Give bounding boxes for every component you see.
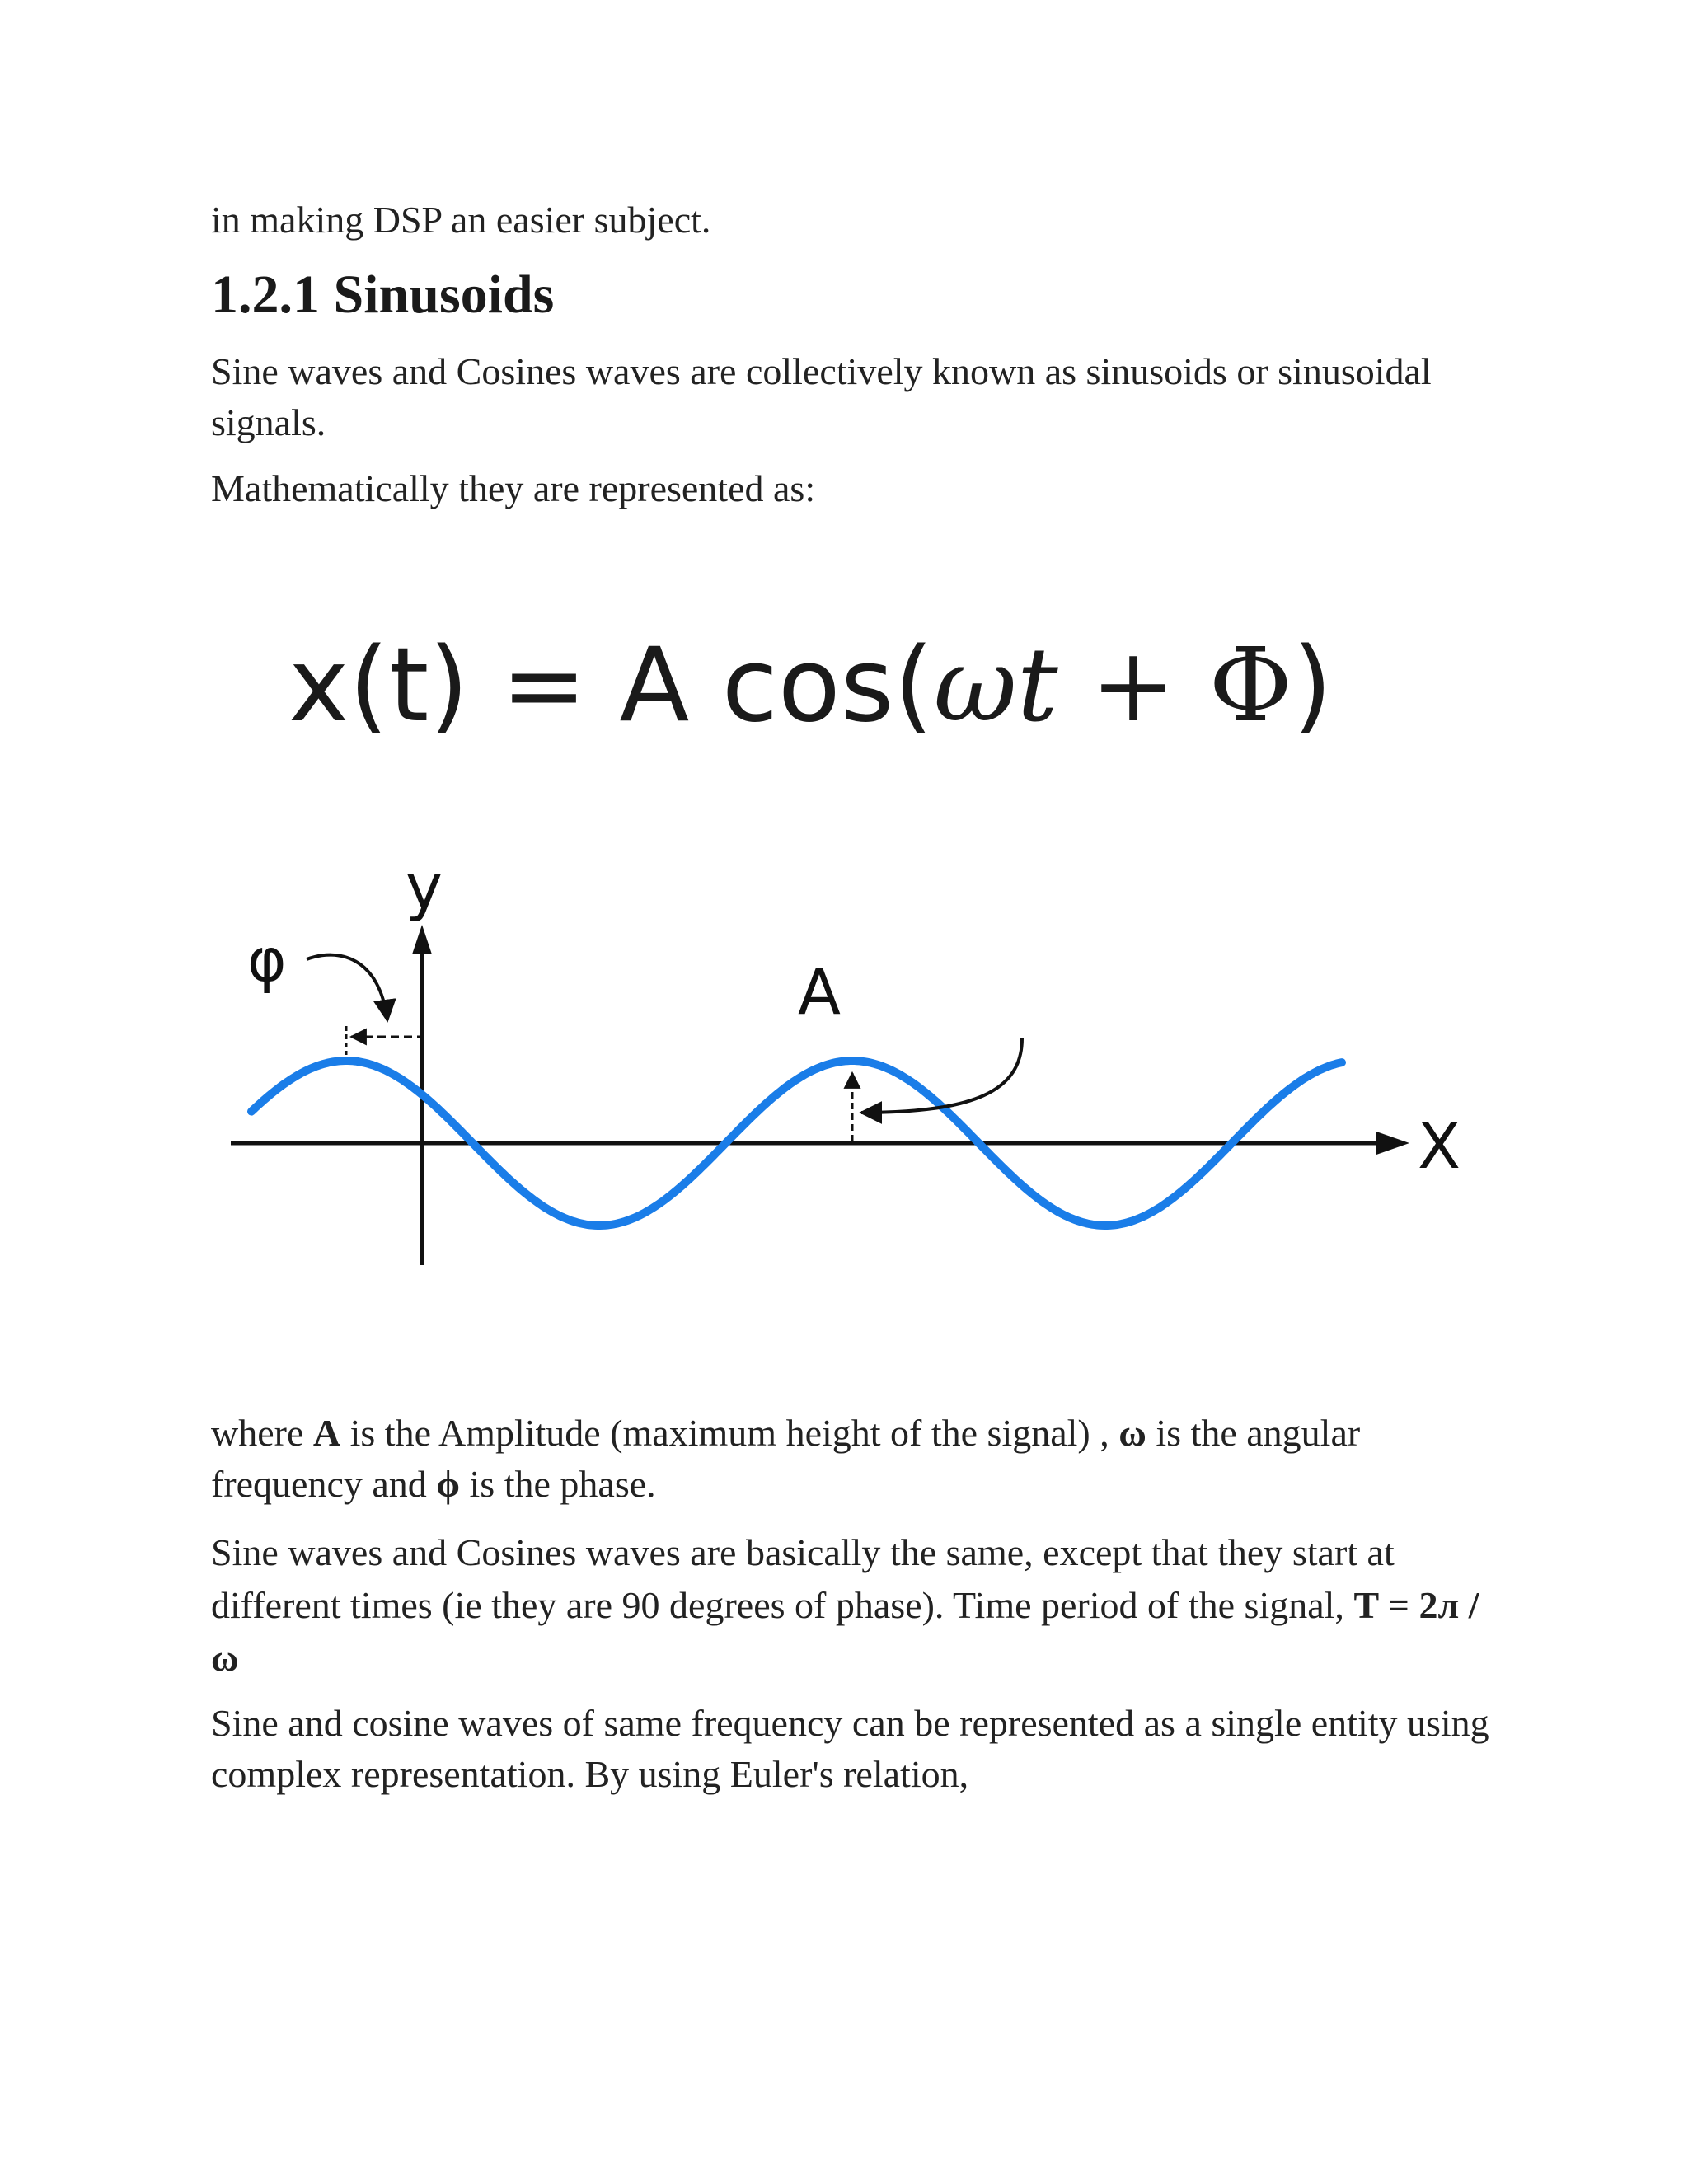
period-formula: T = 2л /ω [211,1584,1479,1679]
paragraph-definitions: where A is the Amplitude (maximum height of the signal) , ω is the angular frequency and ϕ is the phase. [211,1412,1361,1505]
equation-plus: + [1057,626,1209,745]
equation-amplitude: A [619,626,722,745]
equation-function: cos( [721,626,934,745]
symbol-phi: ϕ [436,1463,461,1505]
y-axis-arrowhead-icon [412,925,432,954]
equation-close: ) [1292,626,1333,745]
x-axis-label: X [1418,1109,1461,1183]
section-heading: 1.2.1 Sinusoids [211,265,555,325]
amplitude-label: A [798,955,841,1029]
symbol-omega: ω [1118,1412,1146,1454]
paragraph-euler: Sine and cosine waves of same frequency can be represented as a single entity using complex representation. By using Euler's relation, [211,1702,1489,1795]
intro-line: in making DSP an easier subject. [211,199,711,241]
equation-phi: Φ [1208,626,1293,745]
equation-lhs: x(t) = [288,626,620,745]
y-axis-label: y [406,857,443,923]
paragraph-math-intro: Mathematically they are represented as: [211,467,816,509]
sinusoid-diagram [206,857,1492,1286]
symbol-amplitude: A [312,1412,341,1454]
x-axis-arrowhead-icon [1376,1132,1409,1155]
paragraph-sinusoids: Sine waves and Cosines waves are collectively known as sinusoids or sinusoidal signals. [211,350,1432,443]
sinusoid-equation [288,620,1426,752]
phase-label: φ [247,926,287,995]
equation-omega-t: ωt [933,626,1058,745]
paragraph-period: Sine waves and Cosines waves are basically the same, except that they start at different times (ie they are 90 degrees of phase). Time period of the signal, T = 2л /ω [211,1531,1479,1679]
phase-arrow [307,955,387,1020]
